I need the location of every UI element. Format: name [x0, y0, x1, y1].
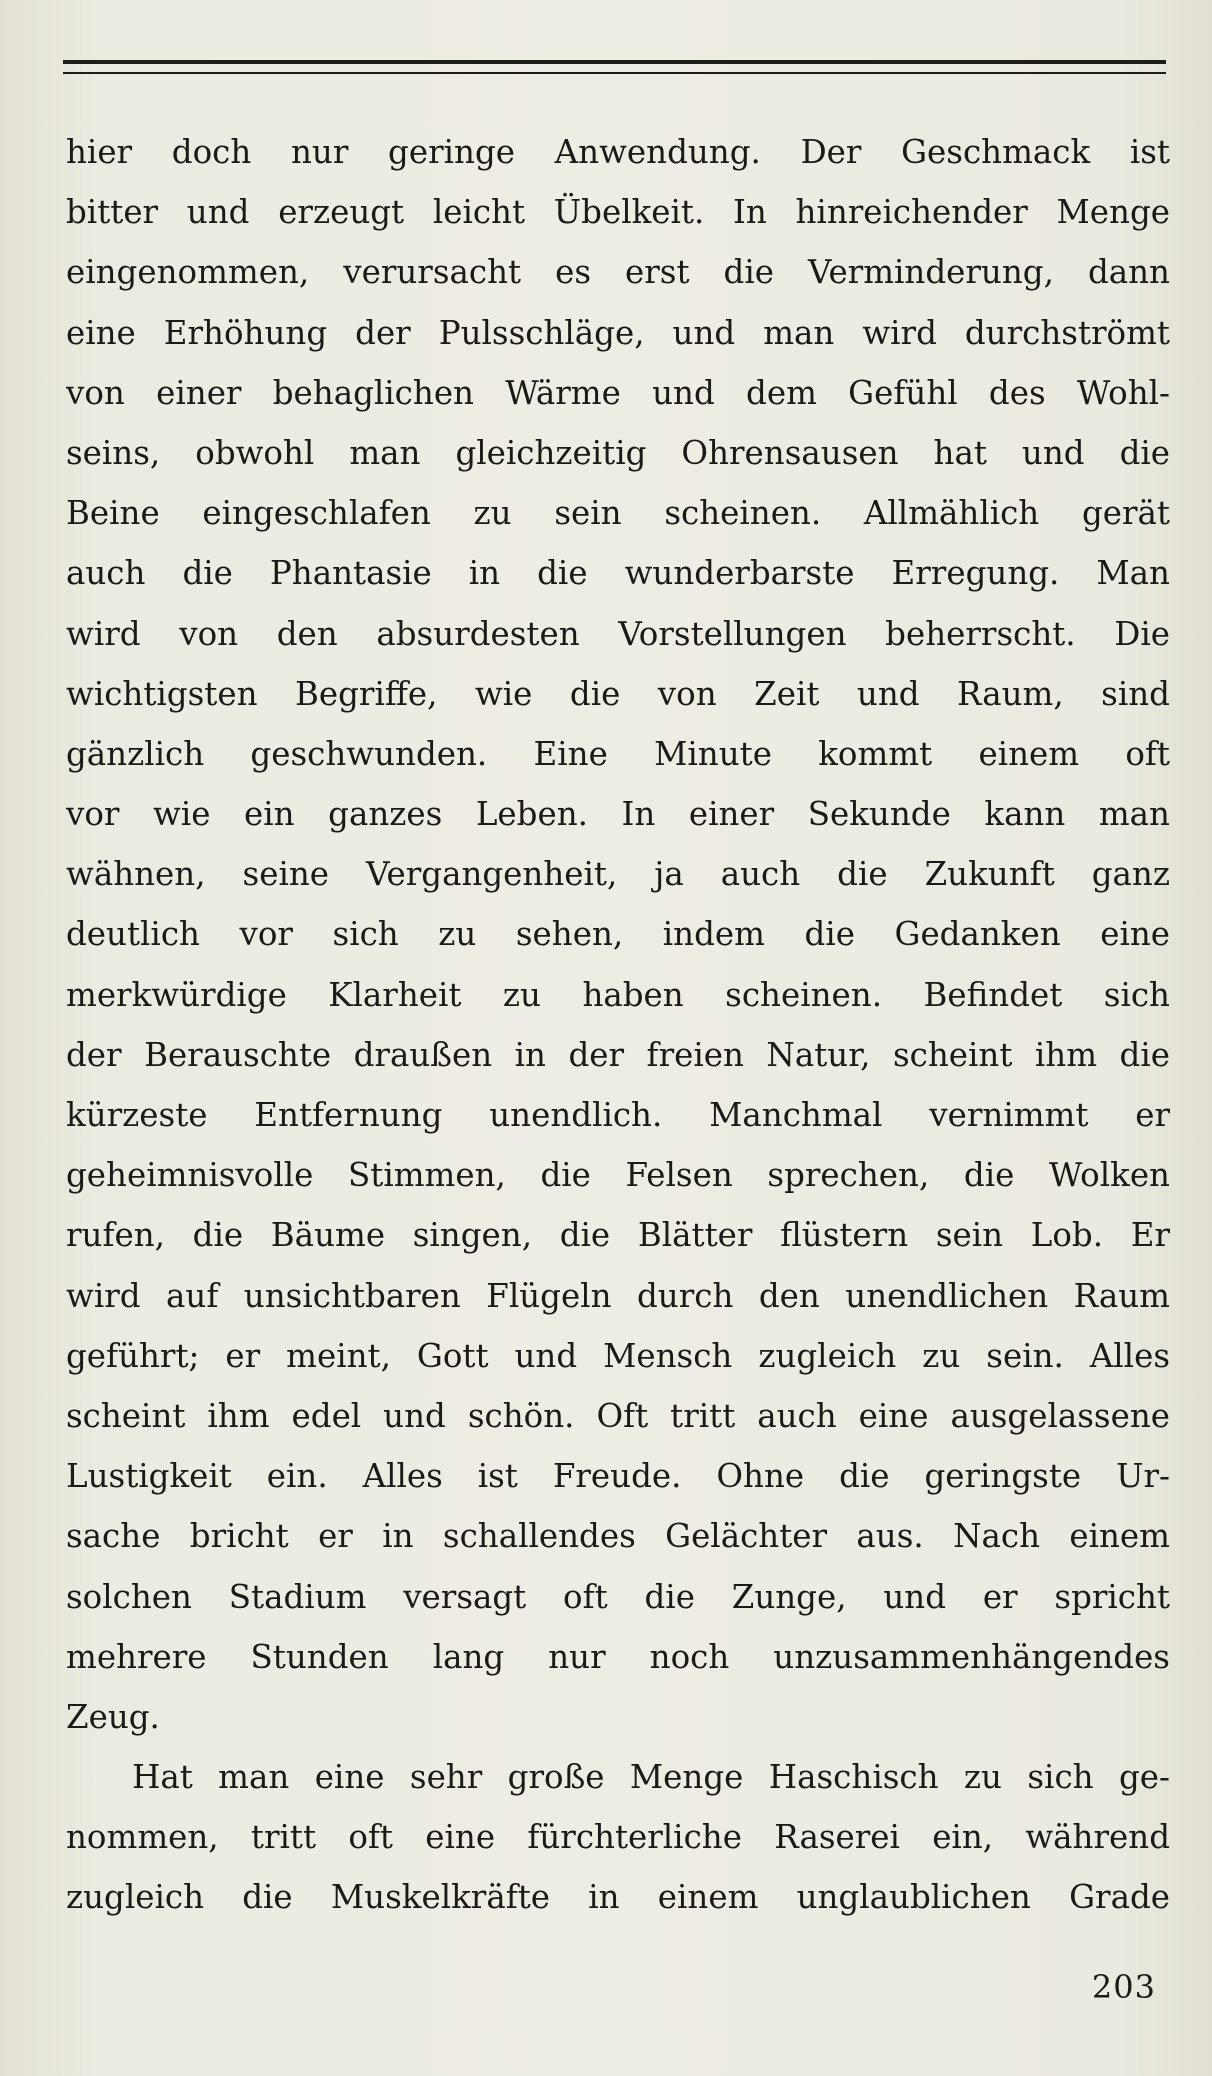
text-line: wichtigsten Begriffe, wie die von Zeit und Raum, sind — [66, 674, 1170, 713]
text-line: auch die Phantasie in die wunderbarste Erregung. Man — [66, 554, 1170, 593]
text-line: rufen, die Bäume singen, die Blätter flüstern sein Lob. Er — [66, 1216, 1170, 1255]
text-line: geheimnisvolle Stimmen, die Felsen sprechen, die Wolken — [66, 1156, 1170, 1195]
text-line: hier doch nur geringe Anwendung. Der Geschmack ist — [66, 133, 1170, 171]
text-line: Hat man eine sehr große Menge Haschisch zu sich ge- — [132, 1758, 1170, 1797]
text-line: Zeug. — [66, 1697, 160, 1736]
text-line: der Berauschte draußen in der freien Natur, scheint ihm die — [66, 1035, 1170, 1074]
text-line: wird von den absurdesten Vorstellungen beherrscht. Die — [66, 614, 1170, 653]
body-text — [66, 122, 1170, 1928]
text-line: gänzlich geschwunden. Eine Minute kommt einem oft — [66, 734, 1170, 773]
paragraph — [66, 1747, 1170, 1928]
text-line: Lustigkeit ein. Alles ist Freude. Ohne die geringste Ur- — [66, 1457, 1170, 1496]
text-line: seins, obwohl man gleichzeitig Ohrensausen hat und die — [66, 433, 1170, 472]
text-line: zugleich die Muskelkräfte in einem unglaublichen Grade — [66, 1878, 1170, 1917]
text-line: nommen, tritt oft eine fürchterliche Raserei ein, während — [66, 1818, 1170, 1857]
text-line: deutlich vor sich zu sehen, indem die Gedanken eine — [66, 915, 1170, 954]
paragraph — [66, 122, 1170, 1747]
text-line: geführt; er meint, Gott und Mensch zugleich zu sein. Alles — [66, 1336, 1170, 1375]
text-line: eingenommen, verursacht es erst die Verminderung, dann — [66, 253, 1170, 292]
text-line: Beine eingeschlafen zu sein scheinen. Allmählich gerät — [66, 494, 1170, 533]
header-rule-thin — [63, 72, 1166, 74]
text-line: vor wie ein ganzes Leben. In einer Sekunde kann man — [66, 795, 1170, 834]
text-line: kürzeste Entfernung unendlich. Manchmal vernimmt er — [66, 1096, 1170, 1134]
header-rule-thick — [63, 60, 1166, 64]
text-line: scheint ihm edel und schön. Oft tritt auch eine ausgelassene — [66, 1396, 1170, 1435]
text-line: von einer behaglichen Wärme und dem Gefühl des Wohl- — [66, 373, 1170, 412]
text-line: wird auf unsichtbaren Flügeln durch den unendlichen Raum — [66, 1276, 1170, 1315]
text-line: merkwürdige Klarheit zu haben scheinen. Befindet sich — [66, 975, 1170, 1014]
text-line: wähnen, seine Vergangenheit, ja auch die Zukunft ganz — [66, 855, 1170, 894]
text-line: solchen Stadium versagt oft die Zunge, und er spricht — [66, 1577, 1170, 1616]
page-number: 203 — [1091, 1968, 1156, 2006]
text-line: sache bricht er in schallendes Gelächter aus. Nach einem — [66, 1517, 1170, 1556]
text-line: mehrere Stunden lang nur noch unzusammenhängendes — [66, 1637, 1170, 1676]
text-line: bitter und erzeugt leicht Übelkeit. In hinreichender Menge — [66, 193, 1170, 232]
text-line: eine Erhöhung der Pulsschläge, und man wird durchströmt — [66, 313, 1170, 352]
